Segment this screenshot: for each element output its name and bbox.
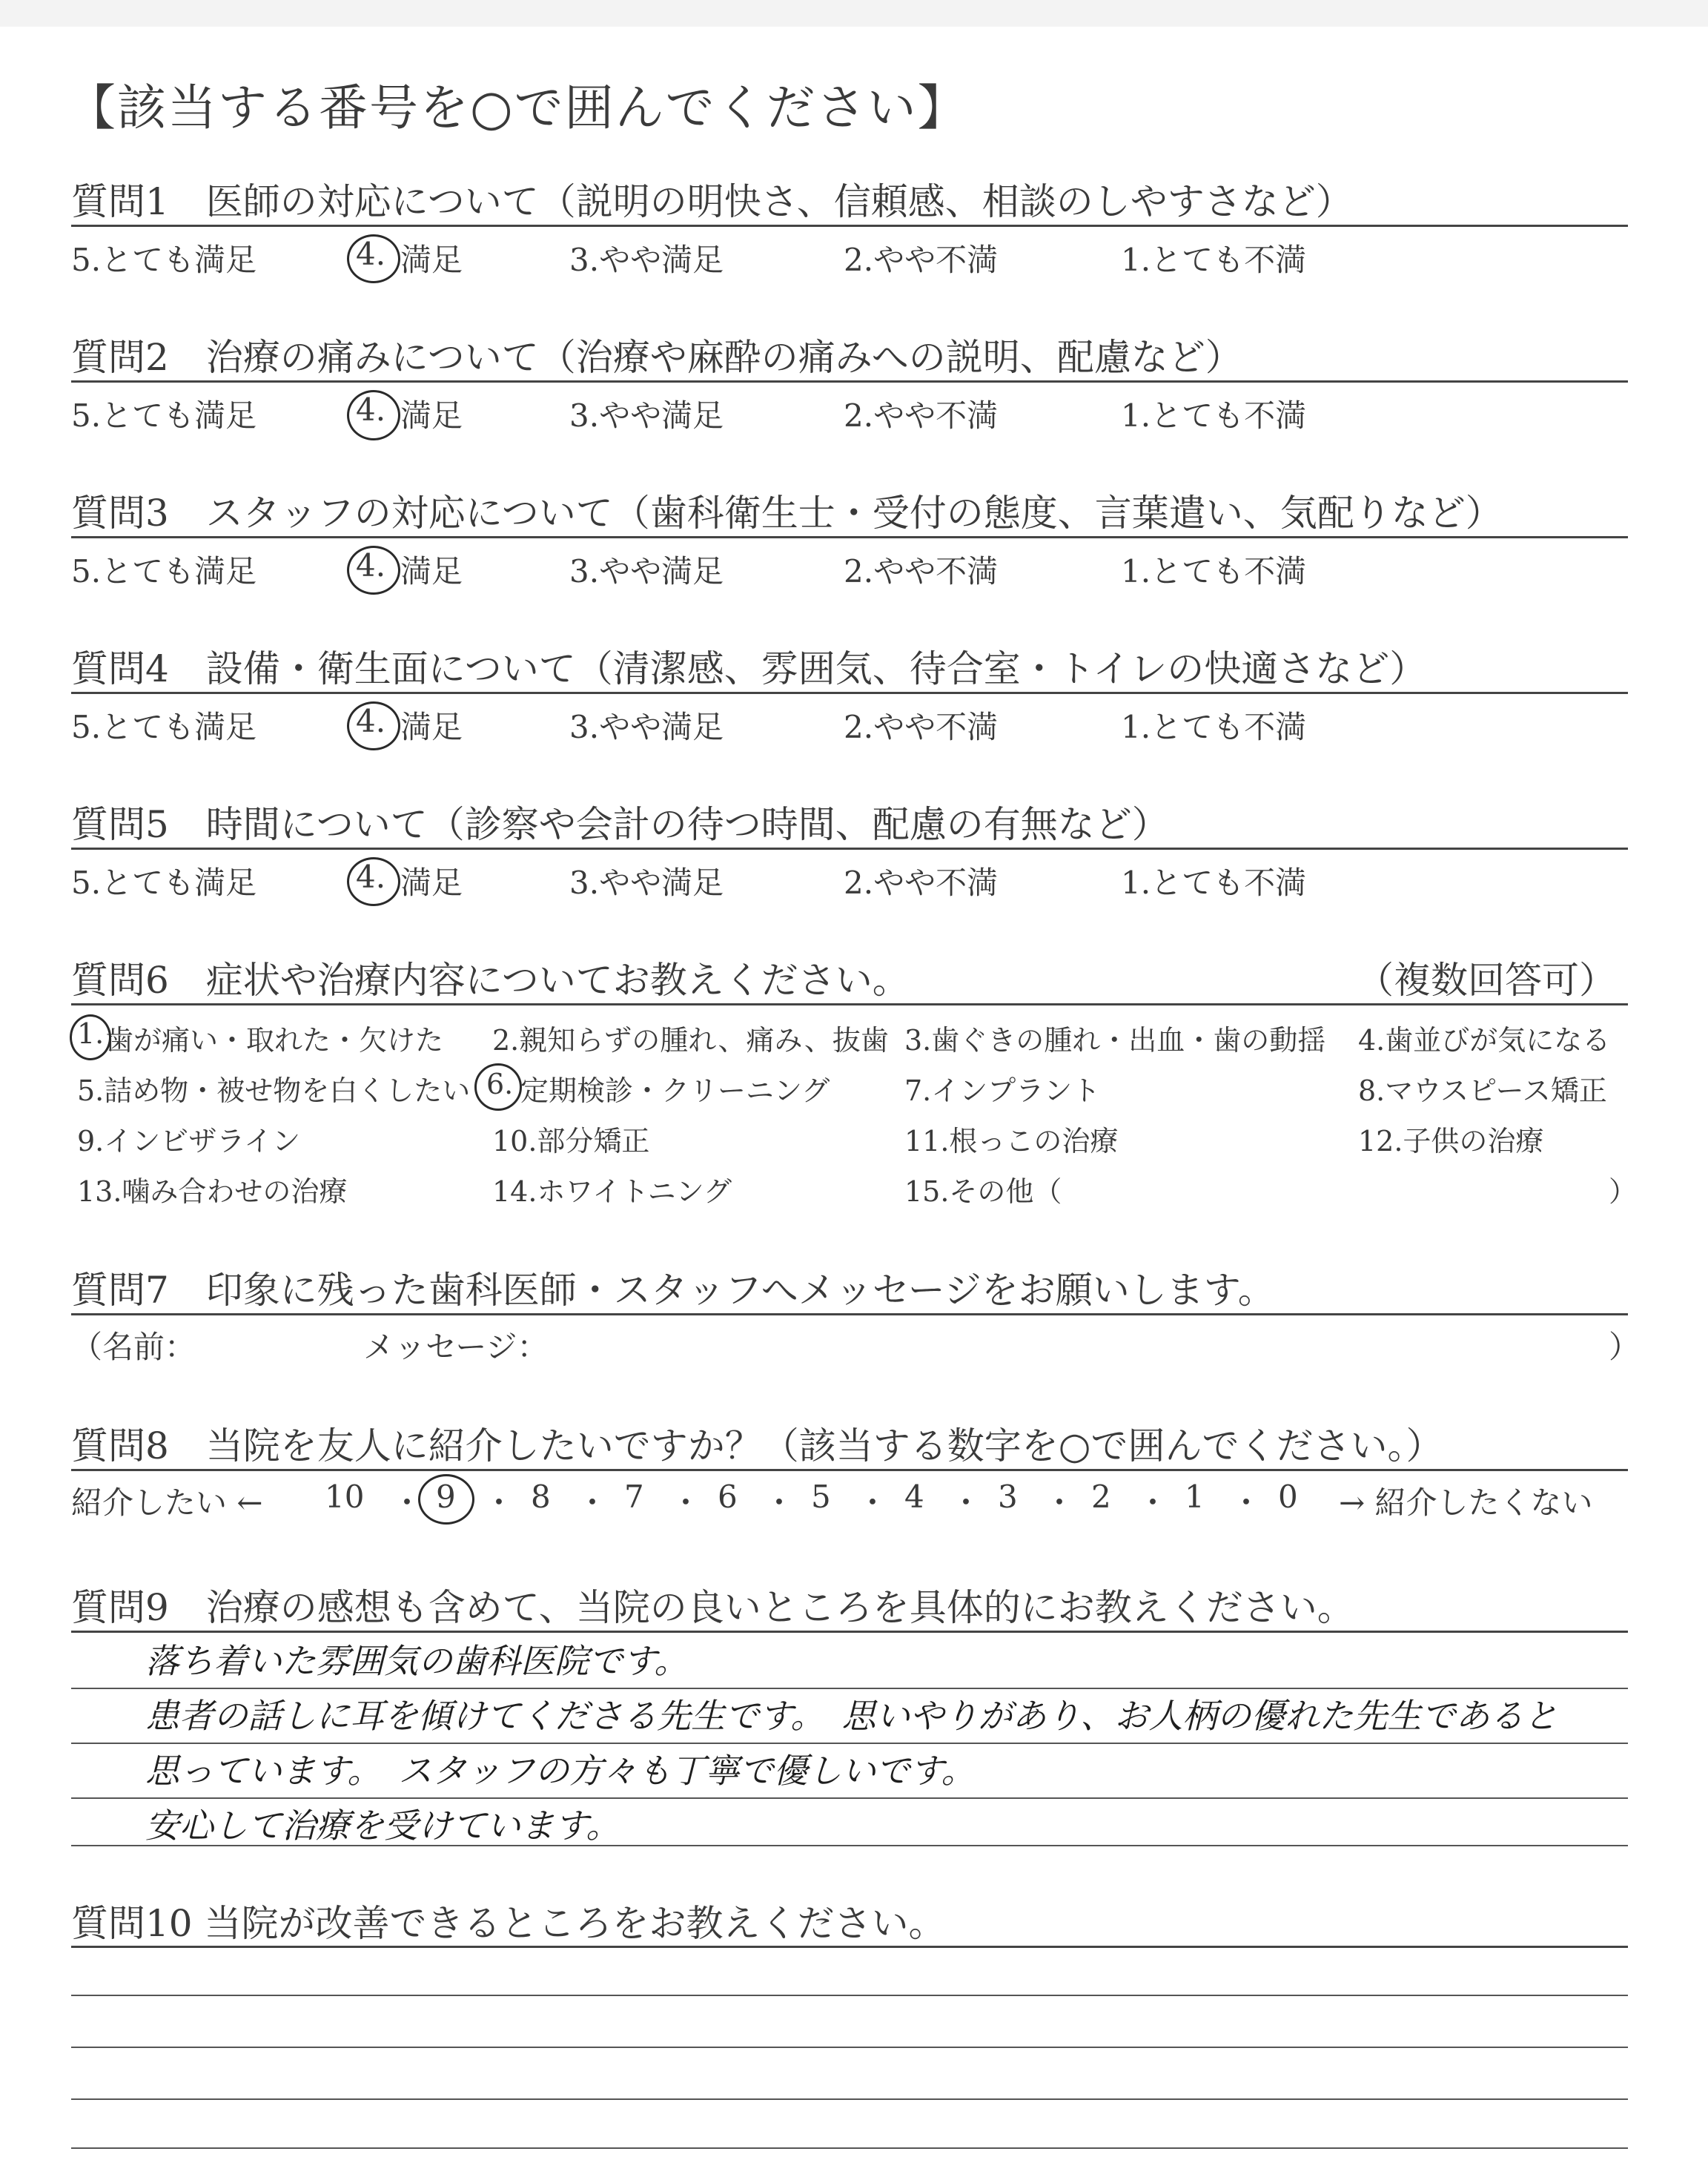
q6-opt-3[interactable]: 3.歯ぐきの腫れ・出血・歯の動揺 xyxy=(904,1024,1326,1057)
q6-opt-15[interactable]: 15.その他（ xyxy=(904,1175,1062,1208)
q1-opt-4-label[interactable]: 満足 xyxy=(400,242,463,278)
q7-title: 質問7 印象に残った歯科医師・スタッフへメッセージをお願いします。 xyxy=(71,1269,1275,1312)
q7-message-label: メッセージ： xyxy=(363,1329,549,1365)
q7-name-label: （名前： xyxy=(71,1329,196,1365)
q1-opt-1[interactable]: 1.とても不満 xyxy=(1121,242,1307,278)
q8-dot: ・ xyxy=(950,1484,982,1521)
q4-opt-5[interactable]: 5.とても満足 xyxy=(71,709,257,745)
q6-opt-1-circle xyxy=(70,1014,111,1060)
q4-rule xyxy=(71,692,1628,694)
q1-rule xyxy=(71,225,1628,227)
q4-opt-3[interactable]: 3.やや満足 xyxy=(569,709,724,745)
q5-opt-1[interactable]: 1.とても不満 xyxy=(1121,865,1307,901)
q8-num-10[interactable]: 10 xyxy=(325,1479,365,1515)
q6-rule xyxy=(71,1003,1628,1005)
q4-opt-1[interactable]: 1.とても不満 xyxy=(1121,709,1307,745)
q6-opt-6-num[interactable]: 6. xyxy=(486,1068,514,1100)
q8-num-3[interactable]: 3 xyxy=(998,1479,1018,1515)
q10-answer-line xyxy=(71,1995,1628,1996)
q5-opt-3[interactable]: 3.やや満足 xyxy=(569,865,724,901)
q8-dot: ・ xyxy=(1137,1484,1169,1521)
q8-num-1[interactable]: 1 xyxy=(1185,1479,1205,1515)
q6-note: （複数回答可） xyxy=(1357,959,1616,1002)
q8-dot: ・ xyxy=(764,1484,795,1521)
q7-rule xyxy=(71,1313,1628,1315)
q5-title: 質問5 時間について（診察や会計の待つ時間、配慮の有無など） xyxy=(71,803,1169,846)
q8-dot: ・ xyxy=(670,1484,702,1521)
q3-opt-4-label[interactable]: 満足 xyxy=(400,553,463,589)
q1-opt-2[interactable]: 2.やや不満 xyxy=(844,242,999,278)
q5-rule xyxy=(71,848,1628,850)
q2-opt-1[interactable]: 1.とても不満 xyxy=(1121,397,1307,434)
q8-num-4[interactable]: 4 xyxy=(904,1479,924,1515)
q8-dot: ・ xyxy=(857,1484,889,1521)
q2-rule xyxy=(71,380,1628,383)
q3-opt-1[interactable]: 1.とても不満 xyxy=(1121,553,1307,589)
q8-dot: ・ xyxy=(391,1484,423,1521)
q6-opt-4[interactable]: 4.歯並びが気になる xyxy=(1358,1024,1611,1057)
q6-opt-11[interactable]: 11.根っこの治療 xyxy=(904,1125,1119,1157)
q7-close-paren: ） xyxy=(1609,1329,1641,1365)
q4-title: 質問4 設備・衛生面について（清潔感、雰囲気、待合室・トイレの快適さなど） xyxy=(71,647,1427,690)
q8-right-label: → 紹介したくない xyxy=(1339,1484,1593,1521)
q10-answer-line xyxy=(71,2047,1628,2048)
q6-opt-15-close: ） xyxy=(1609,1175,1638,1208)
q4-opt-4-label[interactable]: 満足 xyxy=(400,709,463,745)
q8-num-0[interactable]: 0 xyxy=(1278,1479,1298,1515)
q2-opt-4-label[interactable]: 満足 xyxy=(400,397,463,434)
q9-title: 質問9 治療の感想も含めて、当院の良いところを具体的にお教えください。 xyxy=(71,1586,1354,1629)
q10-answer-line xyxy=(71,2147,1628,2149)
q8-num-8[interactable]: 8 xyxy=(531,1479,551,1515)
q4-opt-4-num[interactable]: 4. xyxy=(356,703,386,739)
scan-top-band xyxy=(0,0,1708,27)
q9-answer-text: 思っています。 スタッフの方々も丁寧で優しいです。 xyxy=(145,1751,976,1791)
q8-dot: ・ xyxy=(577,1484,609,1521)
q1-title: 質問1 医師の対応について（説明の明快さ、信頼感、相談のしやすさなど） xyxy=(71,180,1353,223)
q3-opt-4-num[interactable]: 4. xyxy=(356,547,386,584)
q3-title: 質問3 スタッフの対応について（歯科衛生士・受付の態度、言葉遣い、気配りなど） xyxy=(71,492,1503,535)
q5-opt-4-label[interactable]: 満足 xyxy=(400,865,463,901)
q2-opt-4-num[interactable]: 4. xyxy=(356,392,386,428)
q8-left-label: 紹介したい ← xyxy=(71,1484,263,1521)
q8-rule xyxy=(71,1469,1628,1471)
q3-opt-5[interactable]: 5.とても満足 xyxy=(71,553,257,589)
q6-opt-9[interactable]: 9.インビザライン xyxy=(77,1125,301,1157)
q6-opt-12[interactable]: 12.子供の治療 xyxy=(1358,1125,1544,1157)
q4-opt-2[interactable]: 2.やや不満 xyxy=(844,709,999,745)
q2-opt-3[interactable]: 3.やや満足 xyxy=(569,397,724,434)
q9-answer-text: 安心して治療を受けています。 xyxy=(145,1806,620,1846)
q6-opt-6-label[interactable]: 定期検診・クリーニング xyxy=(520,1074,830,1107)
q8-num-7[interactable]: 7 xyxy=(624,1479,644,1515)
q8-num-5[interactable]: 5 xyxy=(811,1479,831,1515)
q5-opt-5[interactable]: 5.とても満足 xyxy=(71,865,257,901)
q6-opt-6-circle xyxy=(474,1063,522,1111)
q4-selection-circle xyxy=(347,701,400,750)
q3-opt-2[interactable]: 2.やや不満 xyxy=(844,553,999,589)
q5-selection-circle xyxy=(347,857,400,906)
q3-selection-circle xyxy=(347,546,400,595)
q8-dot: ・ xyxy=(483,1484,515,1521)
q8-title: 質問8 当院を友人に紹介したいですか？（該当する数字を○で囲んでください。） xyxy=(71,1424,1443,1467)
q1-opt-4-num[interactable]: 4. xyxy=(356,236,386,272)
q8-dot: ・ xyxy=(1044,1484,1076,1521)
q6-opt-7[interactable]: 7.インプラント xyxy=(904,1074,1101,1107)
q10-answer-line xyxy=(71,2098,1628,2100)
q8-num-9[interactable]: 9 xyxy=(436,1479,456,1515)
q6-opt-1-num[interactable]: 1. xyxy=(77,1017,105,1050)
q8-num-2[interactable]: 2 xyxy=(1091,1479,1111,1515)
q6-opt-1-label[interactable]: 歯が痛い・取れた・欠けた xyxy=(105,1024,444,1057)
page-header: 【該当する番号を○で囲んでください】 xyxy=(67,79,968,136)
q5-opt-4-num[interactable]: 4. xyxy=(356,859,386,895)
q1-opt-3[interactable]: 3.やや満足 xyxy=(569,242,724,278)
q2-opt-2[interactable]: 2.やや不満 xyxy=(844,397,999,434)
q8-num-6[interactable]: 6 xyxy=(718,1479,738,1515)
q6-opt-5[interactable]: 5.詰め物・被せ物を白くしたい xyxy=(77,1074,471,1107)
q6-opt-8[interactable]: 8.マウスピース矯正 xyxy=(1358,1074,1607,1107)
q3-rule xyxy=(71,536,1628,538)
q8-dot: ・ xyxy=(1231,1484,1262,1521)
q6-opt-10[interactable]: 10.部分矯正 xyxy=(492,1125,650,1157)
q9-rule xyxy=(71,1631,1628,1633)
q6-opt-13[interactable]: 13.噛み合わせの治療 xyxy=(77,1175,348,1208)
q5-opt-2[interactable]: 2.やや不満 xyxy=(844,865,999,901)
q6-opt-2[interactable]: 2.親知らずの腫れ、痛み、抜歯 xyxy=(492,1024,889,1057)
q1-selection-circle xyxy=(347,234,400,283)
q1-opt-5[interactable]: 5.とても満足 xyxy=(71,242,257,278)
q2-title: 質問2 治療の痛みについて（治療や麻酔の痛みへの説明、配慮など） xyxy=(71,336,1242,379)
q2-opt-5[interactable]: 5.とても満足 xyxy=(71,397,257,434)
q6-title: 質問6 症状や治療内容についてお教えください。 xyxy=(71,959,910,1002)
q10-rule xyxy=(71,1946,1628,1948)
q9-answer-text: 落ち着いた雰囲気の歯科医院です。 xyxy=(145,1641,689,1681)
q9-answer-text: 患者の話しに耳を傾けてくださる先生です。 思いやりがあり、お人柄の優れた先生であると xyxy=(145,1696,1558,1736)
q3-opt-3[interactable]: 3.やや満足 xyxy=(569,553,724,589)
q2-selection-circle xyxy=(347,390,400,440)
q8-selection-circle xyxy=(418,1474,474,1525)
q6-opt-14[interactable]: 14.ホワイトニング xyxy=(492,1175,732,1208)
q10-title: 質問10 当院が改善できるところをお教えください。 xyxy=(71,1902,946,1945)
